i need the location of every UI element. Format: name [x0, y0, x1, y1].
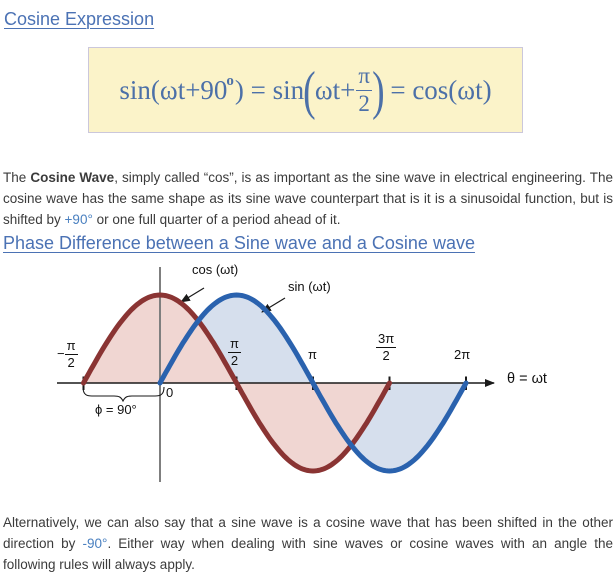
degree-superscript: o: [226, 72, 234, 89]
tick-label-2pi: 2π: [454, 347, 471, 362]
text-run: +90°: [64, 211, 93, 227]
tick-label-pi-over-2: [228, 337, 241, 367]
cos-curve-label: cos (ωt): [192, 262, 239, 277]
tick-label-pi: π: [308, 347, 317, 362]
minus-sign: −: [57, 346, 65, 362]
fraction-denominator: 2: [230, 352, 239, 368]
formula-box: [88, 47, 523, 133]
origin-label: 0: [166, 385, 174, 400]
sin-curve-label: sin (ωt): [288, 279, 331, 294]
fraction-denominator: 2: [358, 90, 370, 116]
neg-pi-over-2-fraction: [65, 339, 78, 369]
fraction-denominator: 2: [67, 354, 75, 370]
text-run: or one full quarter of a period ahead of it.: [92, 211, 341, 227]
pi-over-2-fraction: [228, 337, 241, 367]
formula-inner: ωt+: [314, 74, 356, 105]
closing-paragraph: [3, 512, 613, 575]
fraction-numerator: π: [356, 64, 372, 90]
text-run: Alternatively, we can also say that a sine wave is a cosine wave that has been shifted in the other direction by: [3, 514, 613, 551]
big-open-paren: (: [303, 59, 316, 121]
fraction-numerator: π: [230, 336, 239, 351]
text-run: The: [3, 169, 31, 185]
3pi-over-2-fraction: [376, 332, 396, 362]
phase-shift-label: ϕ = 90°: [95, 402, 137, 417]
tick-label-neg-pi-over-2: [57, 339, 78, 369]
fraction-numerator: π: [66, 338, 76, 353]
phase-brace: [83, 387, 164, 401]
text-run: . Either way when dealing with sine waves or cosine waves with an angle the following rules will always apply.: [3, 535, 613, 572]
intro-paragraph: [3, 167, 613, 230]
text-run: -90°: [82, 535, 108, 551]
text-run: Cosine Wave: [30, 169, 115, 185]
formula-tail: = cos(ωt): [383, 74, 492, 105]
big-close-paren: ): [372, 59, 385, 121]
phase-difference-diagram: [52, 260, 582, 492]
x-axis-label: θ = ωt: [507, 371, 547, 387]
fraction-denominator: 2: [382, 347, 390, 363]
formula-mid: ) = sin: [234, 74, 305, 105]
wave-chart-svg: [52, 260, 582, 492]
page-title: Cosine Expression: [4, 9, 155, 29]
cosine-expression-formula: [119, 59, 492, 121]
pi-over-2-fraction: [356, 64, 372, 115]
section-title: Phase Difference between a Sine wave and a Cosine wave: [3, 233, 475, 253]
cos-label-arrow: [181, 288, 204, 302]
text-run: , simply called “cos”, is as important as the sine wave in electrical engineering. The cosine wave has the same shape as its sine wave counterpart that is it is a sinusoidal function, but is shifted by: [3, 169, 613, 227]
formula-lead: sin(ωt+90: [119, 74, 228, 105]
fraction-numerator: 3π: [378, 331, 395, 346]
tick-label-3pi-over-2: [376, 332, 396, 362]
